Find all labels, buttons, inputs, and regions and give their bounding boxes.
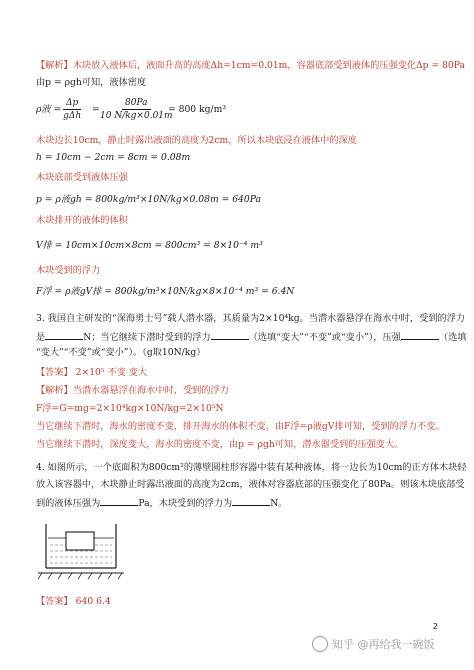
density-lhs: ρ液 = bbox=[36, 104, 62, 115]
analysis-line-9: V排 = 10cm×10cm×8cm = 800cm³ = 8×10⁻⁴ m³ bbox=[36, 240, 263, 251]
question-4-text-a: 到的液体压强为 bbox=[36, 498, 101, 509]
question-3-text-c: （选填“变大”“不变”或“变小”），压强 bbox=[248, 332, 401, 343]
question-3-text-d: （选填 bbox=[438, 332, 467, 343]
answer-blank bbox=[45, 330, 83, 340]
question-4-text-b: Pa，木块受到的浮力为 bbox=[138, 498, 233, 509]
question-4-line-1: 4. 如图所示，一个底面积为800cm²的薄壁圆柱形容器中装有某种液体，将一边长为10cm的正方体木块轻 bbox=[36, 462, 467, 473]
density-result: = 800 kg/m³ bbox=[168, 104, 227, 115]
answer-blank bbox=[232, 496, 270, 506]
zhihu-logo-icon bbox=[312, 636, 328, 652]
question-4-line-2: 放入该容器中，木块静止时露出液面的高度为2cm，液体对容器底部的压强变化了80Pa。则该木块底部受 bbox=[36, 479, 465, 490]
analysis-3-line-1: 【解析】当潜水器悬浮在海水中时，受到的浮力 bbox=[36, 385, 229, 396]
analysis-3-line-4: 当它继续下潜时，深度变大，海水的密度不变，由p = ρgh可知，潜水器受到的压强变大。 bbox=[36, 439, 404, 450]
density-equals: = bbox=[92, 104, 100, 115]
wood-block bbox=[66, 532, 94, 550]
answer-3: 【答案】 2×10⁵ 不变 变大 bbox=[36, 367, 148, 378]
answer-blank bbox=[401, 330, 439, 340]
page-number: 2 bbox=[432, 622, 438, 631]
density-fraction-1-denominator: gΔh bbox=[63, 111, 82, 121]
question-3-text-b: N；当它继续下潜时受到的浮力 bbox=[83, 332, 211, 343]
analysis-line-1: 【解析】木块放入液体后，液面升高的高度Δh=1cm=0.01m，容器底部受到液体的压强变化Δp = 80Pa bbox=[36, 60, 465, 71]
answer-4: 【答案】 640 6.4 bbox=[36, 596, 111, 607]
analysis-line-6: 木块底部受到液体压强 bbox=[36, 172, 128, 183]
watermark bbox=[312, 636, 435, 652]
container-diagram bbox=[36, 518, 126, 580]
density-fraction-1-numerator: Δp bbox=[63, 97, 81, 110]
watermark-text: 知乎 @再给我一碗饭 bbox=[332, 638, 435, 651]
analysis-line-2: 由p = ρgh可知，液体密度 bbox=[36, 77, 147, 88]
ground-hatching bbox=[38, 573, 124, 579]
question-3-text-a: 是 bbox=[36, 332, 46, 343]
analysis-line-10: 木块受到的浮力 bbox=[36, 265, 101, 276]
density-fraction-1 bbox=[63, 97, 81, 122]
question-3-line-1: 3. 我国自主研发的“深海勇士号”载人潜水器，其质量为2×10⁴kg。当潜水器悬浮在海水中时，受到的浮力 bbox=[36, 313, 465, 324]
question-3-line-2 bbox=[36, 330, 466, 344]
analysis-line-11: F浮 = ρ液gV排 = 800kg/m³×10N/kg×8×10⁻⁴ m³ = 6.4N bbox=[36, 286, 295, 297]
density-fraction-2-denominator: 10 N/kg×0.01m bbox=[100, 111, 173, 121]
question-4-line-3 bbox=[36, 496, 287, 510]
density-fraction-2-numerator: 80Pa bbox=[122, 97, 150, 110]
analysis-3-line-2: F浮=G=mg=2×10⁴kg×10N/kg=2×10⁵N bbox=[36, 403, 224, 414]
analysis-3-line-3: 当它继续下潜时，海水的密度不变，排开海水的体积不变，由F浮=ρ液gV排可知，受到的浮力不变。 bbox=[36, 421, 445, 432]
analysis-line-7: p = ρ液gh = 800kg/m³×10N/kg×0.08m = 640Pa bbox=[36, 194, 261, 205]
question-3-line-3: “变大”“不变”或“变小”）。（g取10N/kg） bbox=[36, 347, 206, 358]
analysis-line-4: 木块边长10cm，静止时露出液面的高度为2cm，所以木块底浸在液体中的深度 bbox=[36, 135, 357, 146]
question-4-text-c: N。 bbox=[270, 498, 288, 509]
density-fraction-2 bbox=[100, 97, 173, 122]
analysis-line-5: h = 10cm − 2cm = 8cm = 0.08m bbox=[36, 152, 191, 163]
answer-blank bbox=[100, 496, 138, 506]
answer-blank bbox=[211, 330, 249, 340]
analysis-line-8: 木块排开的液体的体积 bbox=[36, 215, 128, 226]
